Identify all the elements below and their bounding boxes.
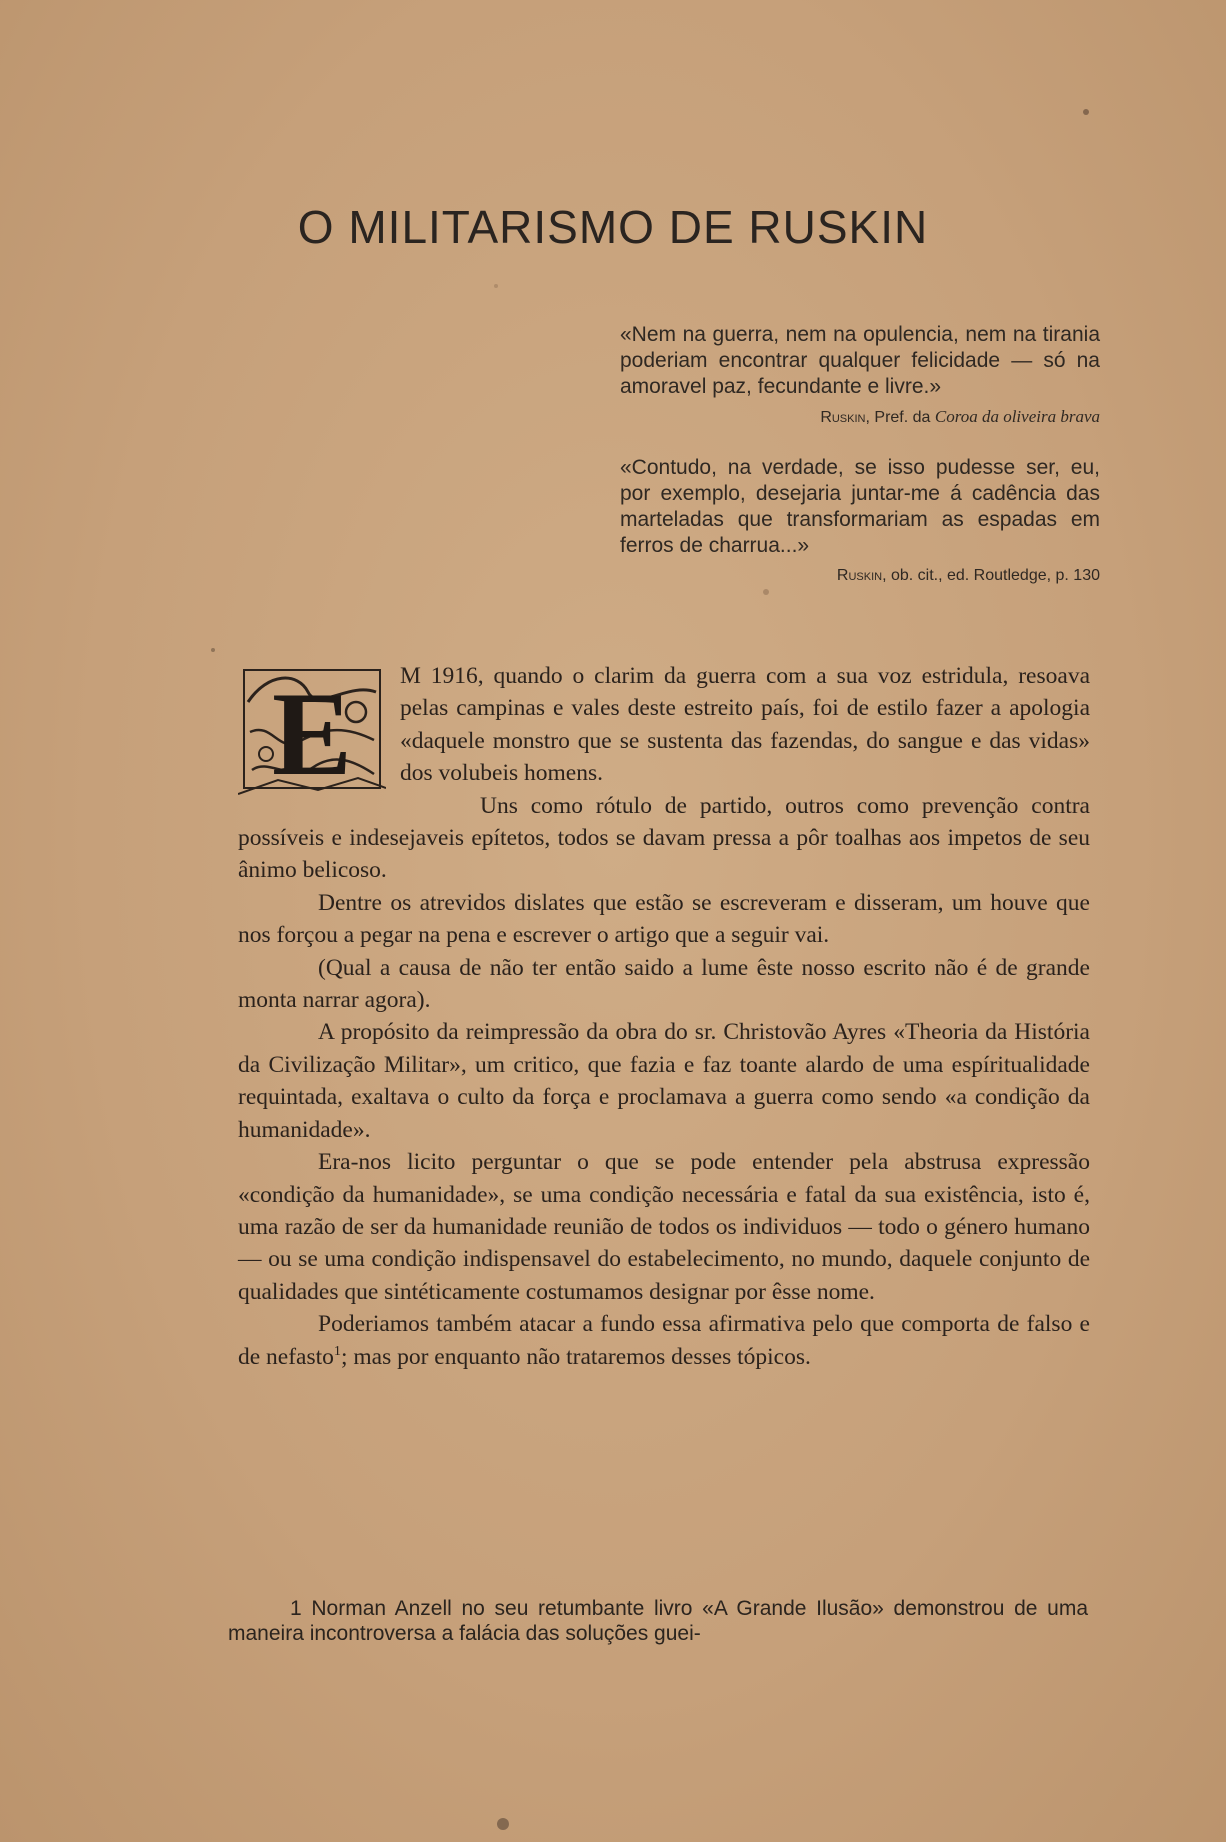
citation-author: Ruskin [836, 567, 883, 584]
chapter-title: O MILITARISMO DE RUSKIN [297, 201, 929, 253]
footnote-body: Norman Anzell no seu retumbante livro «A Grande Ilusão» demonstrou de uma maneira incontroversa a falácia das soluções guei- [228, 1597, 1088, 1645]
paragraph-text: M 1916, quando o clarim da guerra com a sua voz estridula, resoava pelas campinas e vales deste estreito país, foi de estilo fazer a apologia «daquele monstro que se sustenta das fazendas, do sangue e das vidas» dos volubeis homens. [400, 663, 1090, 787]
epigraph-1 [620, 322, 1100, 431]
paragraph-text: Poderiamos também atacar a fundo essa afirmativa pelo que comporta de falso e de nefasto [238, 1311, 1090, 1370]
citation-author: Ruskin [820, 409, 866, 426]
paragraph: Dentre os atrevidos dislates que estão se escreveram e disseram, um houve que nos forçou a pegar na pena e escrever o artigo que a seguir vai. [238, 889, 1090, 949]
citation-pre: , Pref. da [865, 409, 935, 426]
ornamental-dropcap-icon [238, 662, 386, 798]
footnote [228, 1596, 1088, 1646]
paragraph-tail: ; mas por enquanto não trataremos desses tópicos. [340, 1343, 811, 1370]
footnote-text [228, 1596, 1088, 1646]
paragraph: Era-nos licito perguntar o que se pode entender pela abstrusa expressão «condição da humanidade», se uma condição necessária e fatal da sua existência, isto é, uma razão de ser da humanidade reunião de todos os individuos — todo o género humano — ou se uma condição indispensavel do estabelecimento, no mundo, daquele conjunto de qualidades que sintéticamente costumamos designar por êsse nome. [238, 1149, 1090, 1305]
dropcap-letter: E [271, 667, 353, 798]
footnote-reference: 1 [333, 1342, 341, 1359]
epigraph-text: «Contudo, na verdade, se isso pudesse ser, eu, por exemplo, desejaria juntar-me á cadência das marteladas que transformariam as espadas em ferros de charrua...» [620, 456, 1100, 557]
paragraph [238, 660, 1090, 798]
epigraph-citation [620, 404, 1100, 431]
citation-work: Coroa da oliveira brava [934, 407, 1100, 426]
epigraph-citation [620, 563, 1100, 589]
epigraph-2 [620, 455, 1100, 589]
body-text [238, 660, 1090, 1373]
paragraph: Uns como rótulo de partido, outros como prevenção contra possíveis e indesejaveis epítetos, todos se davam pressa a pôr toalhas aos impetos de seu ânimo belicoso. [238, 792, 1090, 884]
paragraph [238, 1308, 1090, 1373]
citation-pre: , ob. cit., ed. Routledge, p. 130 [882, 567, 1100, 584]
paragraph: (Qual a causa de não ter então saido a lume êste nosso escrito não é de grande monta narrar agora). [238, 954, 1090, 1014]
paragraph: A propósito da reimpressão da obra do sr. Christovão Ayres «Theoria da História da Civilização Militar», um critico, que fazia e faz toante alardo de uma espíritualidade requintada, exaltava o culto da força e proclamava a guerra como sendo «a condição da humanidade». [238, 1019, 1090, 1143]
epigraph-text: «Nem na guerra, nem na opulencia, nem na tirania poderiam encontrar qualquer felicidade — só na amoravel paz, fecundante e livre.» [620, 323, 1100, 398]
epigraphs [620, 322, 1100, 589]
footnote-marker: 1 [290, 1597, 302, 1620]
